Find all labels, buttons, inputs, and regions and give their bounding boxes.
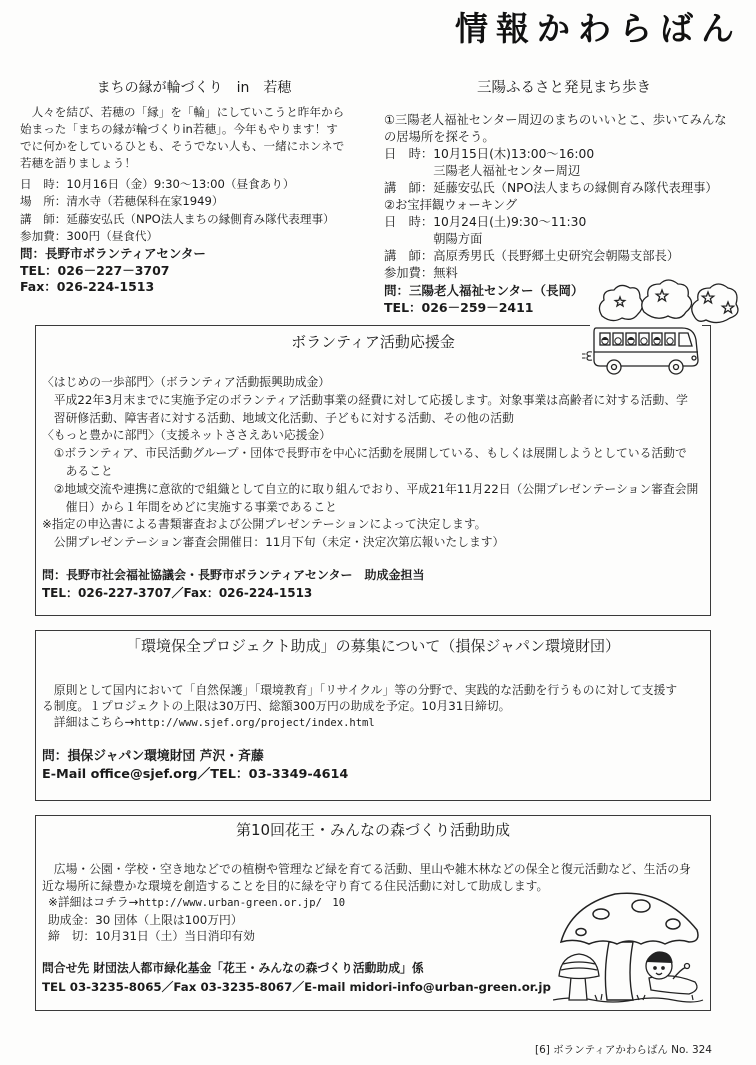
wakaho-article-title: まちの縁が輪づくり in 若穂 [96,80,292,96]
body-line: 〈もっと豊かに部門〉（支援ネットささえあい応援金） [42,428,332,443]
detail-line: 三陽老人福祉センター周辺 [384,164,581,178]
body-line: 〈はじめの一歩部門〉（ボランティア活動振興助成金） [42,375,331,389]
body-line: ②地域交流や連携に意欲的で組織として自立的に取り組んでおり、平成21年11月22日（公開プレゼンテーション審査会開 [42,481,699,496]
bus [594,328,698,366]
body-line: あること [42,463,113,478]
detail-line: 講 師：延藤安弘氏（NPO法人まちの縁側育み隊代表理事） [20,211,335,226]
intro-line: 若穂を語りましょう！ [20,156,136,170]
detail-label: 詳細はこちら→ [42,715,135,729]
grant-item: 締 切：10月31日（土）当日消印有効 [48,929,255,943]
tree-foliage [599,280,738,323]
contact-line: TEL：026－227－3707 [20,262,170,278]
contact-line: Fax：026-224-1513 [20,279,155,294]
notice-body [42,682,704,731]
detail-line: 日 時：10月15日(木)13:00～16:00 [384,147,595,161]
detail-line: ①三陽老人福祉センター周辺のまちのいいとこ、歩いてみんな [384,113,727,127]
body-line: 近な場所に緑豊かな環境を創造することを目的に緑を守り育てる住民活動に対して助成します。 [42,878,549,893]
intro-line: 人々を結び、若穂の「縁」を「輪」にしていこうと昨年から [20,105,345,119]
contact-line: 問：長野市社会福祉協議会・長野市ボランティアセンター 助成金担当 [42,568,425,582]
body-line: 平成22年3月末までに実施予定のボランティア活動事業の経費に対して応援します。対象事業は高齢者に対する活動、学 [42,392,688,407]
contact-line: 問：三陽老人福祉センター（長岡） [384,283,584,298]
contact-line: E-Mail office@sjef.org／TEL：03-3349-4614 [42,767,349,782]
page-footer: [6] ボランティアかわらばん No. 324 [534,1044,712,1056]
body-line: 催日）から１年間をめどに実施する事業であること [42,499,337,514]
detail-line: 参加費：無料 [384,266,458,280]
body-line: ①ボランティア、市民活動グループ・団体で長野市を中心に活動を展開している、もしくは展開しようとしている活動で [42,446,687,461]
sanyo-details [384,112,744,282]
sanyo-article-title: 三陽ふるさと発見まち歩き [477,80,651,96]
detail-url: http://www.urban-green.or.jp/ [138,897,322,909]
bus-illustration [582,276,744,382]
notice-contact [42,748,704,784]
child-figure [646,952,697,994]
small-mushroom [559,954,599,1000]
detail-line: 日 時：10月24日(土)9:30～11:30 [384,215,587,229]
detail-line: 講 師：延藤安弘氏（NPO法人まちの縁側育み隊代表理事） [384,181,718,195]
detail-line: 参加費：300円（昼食代） [20,228,159,243]
intro-line: でに何かをしているひとも、そうでない人も、一緒にホンネで [20,139,345,153]
wakaho-intro [20,104,372,172]
detail-line: 場 所：清水寺（若穂保科在家1949） [20,194,224,209]
wakaho-details [20,176,372,245]
body-line: 公開プレゼンテーション審査会開催日：11月下旬（未定・決定次第広報いたします） [42,535,505,550]
notice-body [42,374,704,552]
env-grant-notice [35,630,711,801]
notice-title: 第10回花王・みんなの森づくり活動助成 [235,821,511,839]
detail-url: http://www.sjef.org/project/index.html [134,717,375,729]
body-line: 原則として国内において「自然保護」「環境教育」「リサイクル」等の分野で、実践的な活動を行うものに対して支援す [42,683,678,697]
contact-line: 問：長野市ボランティアセンター [20,246,206,261]
contact-line: TEL 03-3235-8065／Fax 03-3235-8067／E-mail midori-info@urban-green.or.jp [42,980,551,994]
contact-line: 問：損保ジャパン環境財団 芦沢・斉藤 [42,749,264,764]
detail-link-line [42,714,704,731]
body-line: 広場・公園・学校・空き地などでの植樹や管理など緑を育てる活動、里山や雑木林などの保全と復元活動など、生活の身 [42,862,691,876]
detail-line: ②お宝拝観ウォーキング [384,198,518,212]
contact-line: TEL：026－259－2411 [384,300,534,315]
mushroom-illustration [553,886,705,1008]
contact-line: 問合せ先 財団法人都市緑化基金「花王・みんなの森づくり活動助成」係 [42,961,424,975]
body-line: ※指定の申込書による書類審査および公開プレゼンテーションによって決定します。 [42,517,487,532]
contact-line: TEL：026-227-3707／Fax：026-224-1513 [42,586,313,600]
detail-line: 日 時：10月16日（金）9:30～13:00（昼食あり） [20,177,295,191]
masthead-title: 情報かわらばん [455,9,742,48]
notice-title: ボランティア活動応援金 [291,333,455,351]
wakaho-contact [20,246,320,296]
grant-item: 助成金：30 団体（上限は100万円） [48,912,243,927]
detail-line: の居場所を探そう。 [384,130,495,144]
mushroom-cap [561,893,698,944]
detail-suffix: 10 [321,897,346,909]
notice-contact [42,959,557,997]
intro-line: 始まった「まちの縁が輪づくりin若穂」。今年もやります！す [20,122,338,136]
notice-contact [42,566,704,602]
detail-line: 朝陽方面 [384,232,483,246]
detail-line: 講 師：高原秀男氏（長野郷土史研究会朝陽支部長） [384,249,680,263]
mushroom-stem [605,942,633,1000]
notice-title: 「環境保全プロジェクト助成」の募集について（損保ジャパン環境財団） [125,637,621,655]
body-lines [42,682,704,714]
detail-label: ※詳細はコチラ→ [48,895,139,909]
body-line: る制度。１プロジェクトの上限は30万円、総額300万円の助成を予定。10月31日締切。 [42,699,511,713]
body-line: 習研修活動、障害者に対する活動、地域文化活動、子どもに対する活動、その他の活動 [42,410,514,425]
sanyo-contact [384,282,612,316]
